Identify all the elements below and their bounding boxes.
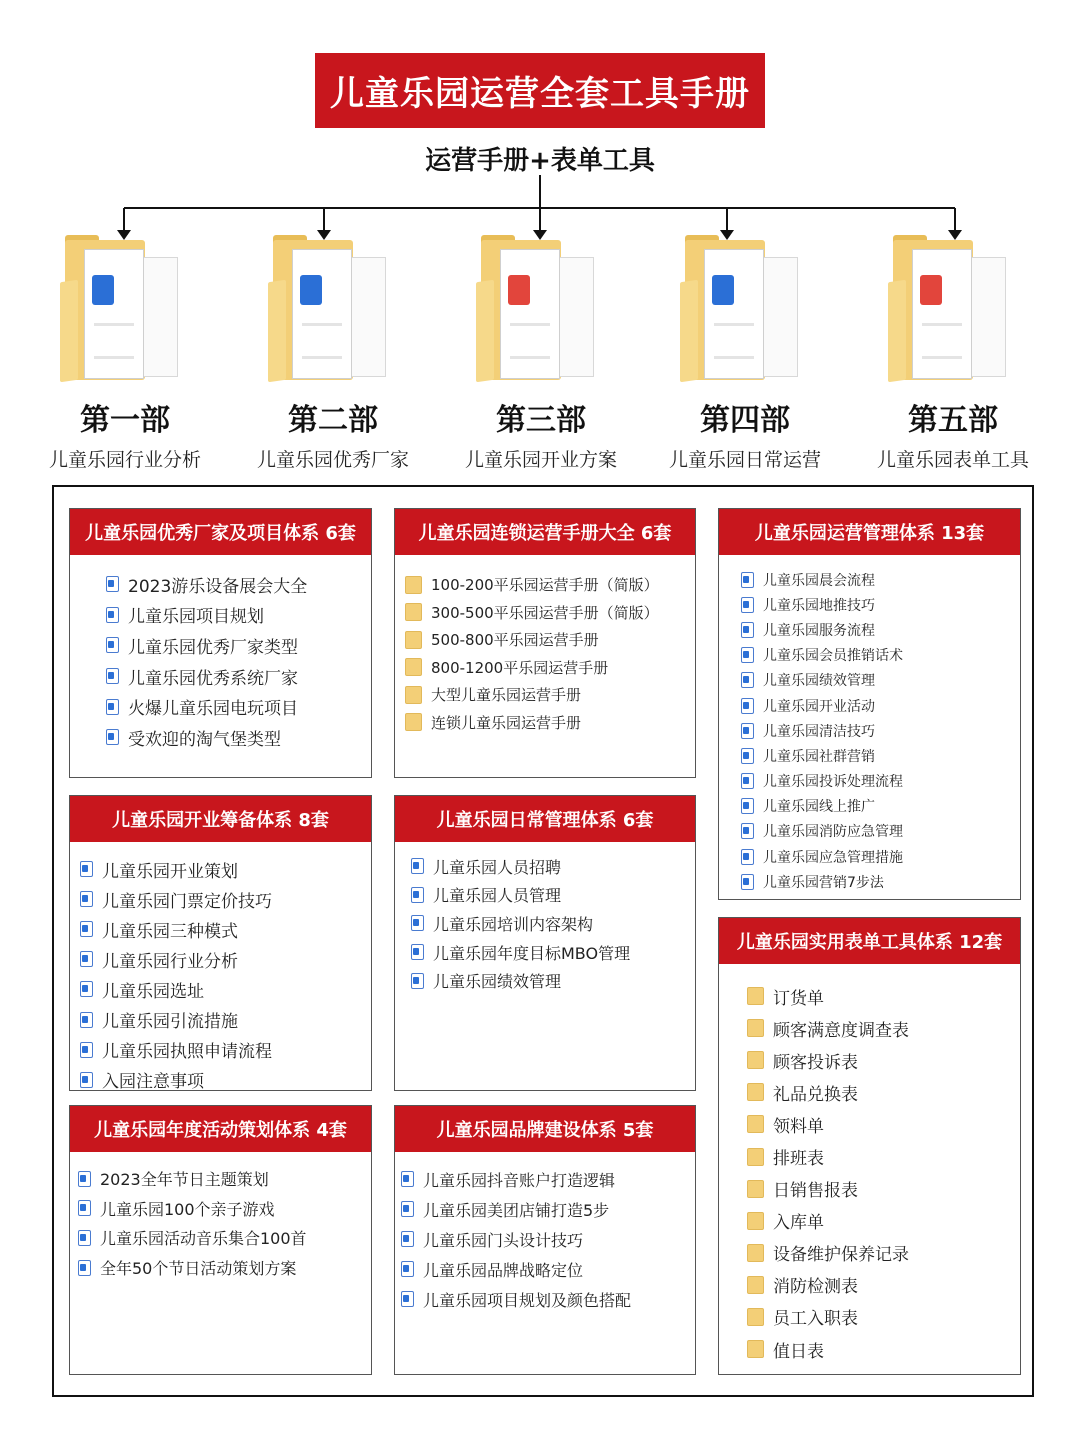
list-item-label: 连锁儿童乐园运营手册 [431, 713, 582, 732]
word-icon [401, 1201, 414, 1217]
part-title: 第一部 [80, 403, 170, 438]
word-icon [401, 1231, 414, 1247]
list-item-label: 儿童乐园社群营销 [763, 748, 875, 765]
catalog-card [394, 795, 696, 1091]
list-item [741, 617, 1020, 642]
list-item-label: 300-500平乐园运营手册（简版） [431, 603, 659, 622]
word-icon [78, 1200, 91, 1216]
list-item [401, 1194, 695, 1224]
list-item-label: 儿童乐园优秀系统厂家 [128, 668, 298, 689]
list-item [80, 914, 371, 944]
list-item [106, 691, 371, 722]
list-item [747, 1108, 1020, 1140]
card-item-list [719, 555, 1020, 894]
part-title: 第五部 [908, 403, 998, 438]
list-item-label: 儿童乐园项目规划及颜色搭配 [423, 1290, 632, 1310]
list-item [401, 1224, 695, 1254]
folder-icon [747, 1308, 764, 1326]
list-item [747, 1173, 1020, 1205]
list-item [401, 1284, 695, 1314]
list-item-label: 订货单 [773, 988, 824, 1009]
list-item-label: 儿童乐园开业活动 [763, 698, 875, 715]
list-item [747, 1269, 1020, 1301]
list-item [106, 630, 371, 661]
tree-connector [0, 0, 1080, 245]
catalog-card [69, 1105, 372, 1375]
word-doc-folder-icon [680, 235, 810, 385]
word-icon [741, 773, 754, 789]
list-item-label: 礼品兑换表 [773, 1084, 858, 1105]
word-icon [80, 1072, 93, 1088]
list-item [106, 661, 371, 692]
list-item-label: 500-800平乐园运营手册 [431, 631, 599, 650]
list-item [401, 1254, 695, 1284]
part-description: 儿童乐园表单工具 [876, 449, 1029, 471]
catalog-card [718, 917, 1021, 1375]
word-doc-folder-icon [60, 235, 190, 385]
part-3 [436, 235, 646, 472]
list-item-label: 设备维护保养记录 [773, 1245, 909, 1266]
word-icon [741, 798, 754, 814]
list-item-label: 儿童乐园培训内容架构 [433, 914, 594, 934]
word-icon [741, 849, 754, 865]
pdf-doc-folder-icon [888, 235, 1018, 385]
list-item [405, 571, 695, 599]
word-icon [741, 698, 754, 714]
folder-icon [747, 1340, 764, 1358]
list-item [78, 1164, 371, 1194]
word-icon [741, 622, 754, 638]
word-icon [106, 699, 119, 715]
card-title: 儿童乐园运营管理体系 13套 [719, 509, 1020, 555]
card-title: 儿童乐园优秀厂家及项目体系 6套 [70, 509, 371, 555]
list-item [401, 1164, 695, 1194]
word-icon [80, 921, 93, 937]
list-item [747, 1301, 1020, 1333]
list-item-label: 儿童乐园选址 [102, 981, 204, 1002]
list-item-label: 儿童乐园绩效管理 [433, 972, 562, 992]
folder-icon [747, 1083, 764, 1101]
list-item-label: 入园注意事项 [102, 1072, 204, 1093]
part-title: 第三部 [496, 403, 586, 438]
list-item [78, 1223, 371, 1253]
part-title: 第二部 [288, 403, 378, 438]
list-item-label: 顾客满意度调查表 [773, 1020, 909, 1041]
list-item-label: 排班表 [773, 1149, 824, 1170]
folder-icon [405, 713, 422, 731]
part-2 [228, 235, 438, 472]
list-item-label: 儿童乐园优秀厂家类型 [128, 637, 298, 658]
list-item [80, 1065, 371, 1095]
word-icon [80, 951, 93, 967]
folder-icon [747, 1212, 764, 1230]
list-item-label: 儿童乐园人员招聘 [433, 857, 562, 877]
list-item-label: 儿童乐园项目规划 [128, 607, 264, 628]
card-item-list [70, 842, 371, 1095]
list-item-label: 800-1200平乐园运营手册 [431, 658, 609, 677]
word-icon [106, 668, 119, 684]
catalog-card [69, 508, 372, 778]
word-icon [106, 729, 119, 745]
folder-icon [405, 658, 422, 676]
list-item-label: 儿童乐园消防应急管理 [763, 824, 903, 841]
list-item-label: 大型儿童乐园运营手册 [431, 686, 582, 705]
list-item-label: 儿童乐园清洁技巧 [763, 723, 875, 740]
card-item-list [719, 964, 1020, 1365]
list-item [411, 966, 695, 995]
folder-icon [405, 631, 422, 649]
word-icon [78, 1230, 91, 1246]
folder-icon [747, 1276, 764, 1294]
word-icon [741, 874, 754, 890]
list-item-label: 儿童乐园绩效管理 [763, 673, 875, 690]
list-item [747, 1237, 1020, 1269]
list-item [741, 643, 1020, 668]
list-item [741, 567, 1020, 592]
card-item-list [70, 1152, 371, 1282]
card-title: 儿童乐园实用表单工具体系 12套 [719, 918, 1020, 964]
word-icon [401, 1291, 414, 1307]
word-icon [106, 607, 119, 623]
word-icon [741, 647, 754, 663]
word-icon [401, 1171, 414, 1187]
list-item-label: 儿童乐园投诉处理流程 [763, 774, 903, 791]
list-item [741, 844, 1020, 869]
list-item [106, 600, 371, 631]
folder-icon [747, 1148, 764, 1166]
list-item [747, 1012, 1020, 1044]
word-icon [80, 891, 93, 907]
list-item-label: 入库单 [773, 1213, 824, 1234]
list-item-label: 2023游乐设备展会大全 [128, 576, 308, 597]
word-icon [741, 823, 754, 839]
word-icon [411, 887, 424, 903]
list-item [411, 852, 695, 881]
list-item-label: 儿童乐园100个亲子游戏 [100, 1199, 275, 1219]
list-item-label: 儿童乐园门票定价技巧 [102, 891, 272, 912]
folder-icon [747, 1019, 764, 1037]
card-item-list [395, 842, 695, 995]
list-item-label: 员工入职表 [773, 1309, 858, 1330]
list-item-label: 受欢迎的淘气堡类型 [128, 729, 281, 750]
list-item-label: 领料单 [773, 1116, 824, 1137]
catalog-card [69, 795, 372, 1091]
card-item-list [70, 555, 371, 753]
list-item-label: 儿童乐园开业策划 [102, 861, 238, 882]
list-item-label: 儿童乐园行业分析 [102, 951, 238, 972]
folder-icon [747, 1244, 764, 1262]
card-title: 儿童乐园连锁运营手册大全 6套 [395, 509, 695, 555]
catalog-card [718, 508, 1021, 900]
card-title: 儿童乐园开业筹备体系 8套 [70, 796, 371, 842]
folder-icon [747, 987, 764, 1005]
part-5 [848, 235, 1058, 472]
list-item [80, 944, 371, 974]
list-item-label: 值日表 [773, 1341, 824, 1362]
list-item-label: 2023全年节日主题策划 [100, 1170, 269, 1190]
part-1 [20, 235, 230, 472]
list-item-label: 儿童乐园会员推销话术 [763, 648, 903, 665]
list-item [741, 592, 1020, 617]
card-item-list [395, 1152, 695, 1314]
list-item [405, 681, 695, 709]
list-item [411, 938, 695, 967]
folder-icon [747, 1115, 764, 1133]
word-icon [106, 637, 119, 653]
folder-icon [747, 1051, 764, 1069]
list-item-label: 全年50个节日活动策划方案 [100, 1259, 297, 1279]
catalog-card [394, 508, 696, 778]
card-title: 儿童乐园年度活动策划体系 4套 [70, 1106, 371, 1152]
list-item [78, 1194, 371, 1224]
list-item [405, 654, 695, 682]
list-item [741, 693, 1020, 718]
list-item [106, 569, 371, 600]
word-icon [741, 723, 754, 739]
part-description: 儿童乐园开业方案 [464, 449, 617, 471]
list-item-label: 儿童乐园三种模式 [102, 921, 238, 942]
word-icon [78, 1260, 91, 1276]
part-4 [640, 235, 850, 472]
word-icon [78, 1171, 91, 1187]
word-icon [80, 981, 93, 997]
list-item [747, 1333, 1020, 1365]
list-item-label: 儿童乐园服务流程 [763, 622, 875, 639]
part-title: 第四部 [700, 403, 790, 438]
list-item [405, 626, 695, 654]
word-icon [401, 1261, 414, 1277]
list-item [405, 599, 695, 627]
list-item [411, 881, 695, 910]
folder-icon [747, 1180, 764, 1198]
list-item-label: 儿童乐园品牌战略定位 [423, 1260, 584, 1280]
list-item-label: 儿童乐园抖音账户打造逻辑 [423, 1170, 616, 1190]
word-icon [80, 1012, 93, 1028]
list-item [411, 909, 695, 938]
list-item-label: 儿童乐园应急管理措施 [763, 849, 903, 866]
list-item [747, 980, 1020, 1012]
list-item [80, 1035, 371, 1065]
list-item [741, 718, 1020, 743]
part-description: 儿童乐园日常运营 [668, 449, 821, 471]
list-item [741, 743, 1020, 768]
list-item-label: 儿童乐园人员管理 [433, 886, 562, 906]
pdf-doc-folder-icon [476, 235, 606, 385]
word-doc-folder-icon [268, 235, 398, 385]
list-item [741, 668, 1020, 693]
list-item-label: 儿童乐园引流措施 [102, 1012, 238, 1033]
page-subtitle: 运营手册+表单工具 [425, 146, 655, 176]
word-icon [80, 861, 93, 877]
word-icon [741, 597, 754, 613]
list-item [741, 819, 1020, 844]
list-item [405, 709, 695, 737]
list-item [747, 1140, 1020, 1172]
folder-icon [405, 576, 422, 594]
list-item [80, 1004, 371, 1034]
list-item [741, 869, 1020, 894]
list-item-label: 100-200平乐园运营手册（简版） [431, 576, 659, 595]
list-item-label: 儿童乐园执照申请流程 [102, 1042, 272, 1063]
word-icon [741, 748, 754, 764]
list-item [747, 1044, 1020, 1076]
list-item-label: 儿童乐园线上推广 [763, 799, 875, 816]
part-description: 儿童乐园行业分析 [48, 449, 201, 471]
card-title: 儿童乐园品牌建设体系 5套 [395, 1106, 695, 1152]
list-item-label: 儿童乐园营销7步法 [763, 874, 884, 891]
word-icon [741, 672, 754, 688]
list-item [80, 884, 371, 914]
list-item-label: 火爆儿童乐园电玩项目 [128, 699, 298, 720]
word-icon [411, 915, 424, 931]
list-item [80, 854, 371, 884]
word-icon [411, 858, 424, 874]
page-title: 儿童乐园运营全套工具手册 [315, 53, 765, 128]
catalog-card [394, 1105, 696, 1375]
folder-icon [405, 603, 422, 621]
word-icon [106, 576, 119, 592]
folder-icon [405, 686, 422, 704]
word-icon [80, 1042, 93, 1058]
list-item-label: 儿童乐园活动音乐集合100首 [100, 1229, 307, 1249]
word-icon [741, 572, 754, 588]
list-item-label: 儿童乐园门头设计技巧 [423, 1230, 584, 1250]
part-description: 儿童乐园优秀厂家 [256, 449, 409, 471]
card-title: 儿童乐园日常管理体系 6套 [395, 796, 695, 842]
list-item [80, 974, 371, 1004]
word-icon [411, 944, 424, 960]
list-item [106, 722, 371, 753]
word-icon [411, 973, 424, 989]
card-item-list [395, 555, 695, 736]
list-item-label: 日销售报表 [773, 1181, 858, 1202]
list-item-label: 儿童乐园美团店铺打造5步 [423, 1200, 610, 1220]
list-item-label: 消防检测表 [773, 1277, 858, 1298]
list-item-label: 儿童乐园地推技巧 [763, 597, 875, 614]
list-item [747, 1205, 1020, 1237]
list-item-label: 顾客投诉表 [773, 1052, 858, 1073]
list-item [78, 1253, 371, 1283]
list-item [741, 769, 1020, 794]
list-item-label: 儿童乐园晨会流程 [763, 572, 875, 589]
list-item-label: 儿童乐园年度目标MBO管理 [433, 943, 631, 963]
list-item [747, 1076, 1020, 1108]
list-item [741, 794, 1020, 819]
